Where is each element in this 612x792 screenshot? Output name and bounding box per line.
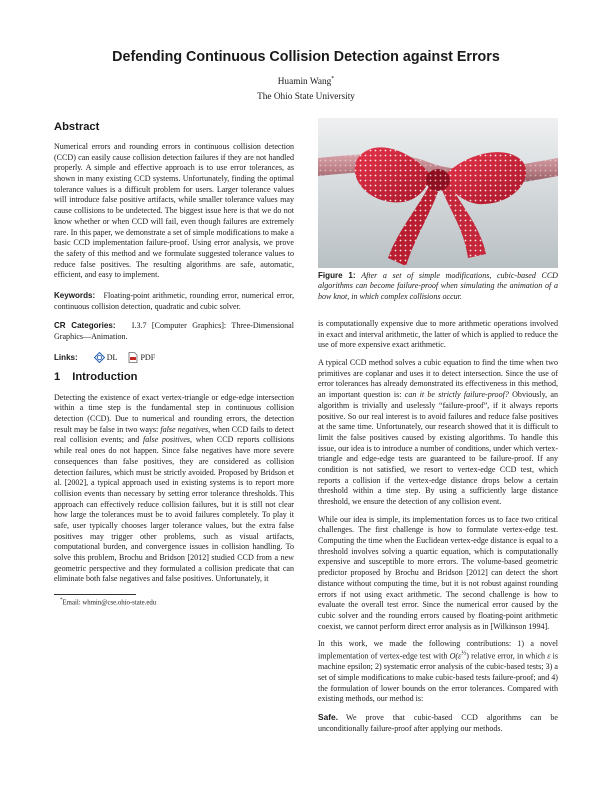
intro-heading-text: Introduction: [72, 370, 138, 383]
figure-caption-text: After a set of simple modifications, cubic-based CCD algorithms can become failure-proof when simulating the animation of a bow knot, in which complex collisions occur.: [318, 271, 558, 301]
intro-section-number: 1: [54, 370, 61, 383]
right-paragraph-2: [318, 358, 558, 508]
p2-text-a: A typical CCD method solves a cubic equation to find the time when two primitives are coplanar and uses it to detect intersection. Since the use of error tolerances has already demonstrated its effectiveness in this method, an important question is:: [318, 358, 558, 400]
bow-knot-image: [318, 118, 558, 268]
p4-text-a: In this work, we made the following contributions: 1) a novel implementation of vertex-edge test with: [318, 639, 558, 661]
pdf-icon: [128, 352, 138, 363]
p4-big-o: O(ε: [449, 651, 462, 661]
p2-question: can it be strictly failure-proof?: [404, 390, 509, 400]
p4-text-b: relative error, in which: [468, 651, 548, 661]
p4-big-o-close: ): [466, 651, 469, 661]
keywords-label: Keywords:: [54, 290, 96, 300]
safe-paragraph: [318, 712, 558, 734]
author-footnote-mark: *: [331, 76, 335, 82]
intro-text-c: , when CCD reports collisions while real ones do not happen. Since false negatives have more severe consequences than false positives, they are considered as collision detection failures, which must be strictly avoided. Proposed by Bridson et al. [2002], a typical approach used in existing systems is to report more collision events than necessary by setting error tolerance thresholds. This approach can effectively reduce collision failures, but it is still not clear how large the tolerances must be to avoid failures completely. To play it safe, user typically chooses larger tolerance values, but the extra false positives may trigger other problems, such as visual artifacts, computational burden, and convergence issues in collision handling. To solve this problem, Brochu and Bridson [2012] studied CCD from a new geometric perspective and they formulated a collision predicate that can eliminate both false negatives and false positives. Unfortunately, it: [54, 435, 295, 584]
footnote-mark: *: [60, 598, 63, 604]
safe-text: We prove that cubic-based CCD algorithms can be unconditionally failure-proof after applying our methods.: [318, 713, 558, 733]
abstract-body: Numerical errors and rounding errors in continuous collision detection (CCD) can easily cause collision detection failures if they are not handled properly. A simple and effective approach is to use error tolerances, as shown in many existing CCD systems. Unfortunately, finding the optimal tolerance values is a difficult problem for users. Larger tolerance values will introduce false positive artifacts, while smaller tolerance values may cause collisions to be undetected. The biggest issue here is that we do not know whether or when CCD will fail, even though failures are extremely rare. In this paper, we demonstrate a set of simple modifications to make a basic CCD implementation failure-proof. Using error analysis, we prove the safety of this method and we formulate suggested tolerance values to reduce false positives. The resulting algorithms are safe, automatic, efficient, and easy to implement.: [54, 142, 294, 280]
p4-epsilon: ε: [547, 651, 551, 661]
pdf-link[interactable]: [128, 352, 155, 363]
cr-categories: [54, 321, 294, 342]
keywords: [54, 291, 294, 312]
cr-categories-text: I.3.7 [Computer Graphics]: Three-Dimensional Graphics—Animation.: [54, 321, 294, 341]
links-label: Links:: [54, 352, 78, 362]
safe-heading: Safe.: [318, 712, 339, 723]
figure-label: Figure 1:: [318, 271, 356, 280]
figure-caption: [318, 271, 558, 302]
intro-text-b: , when CCD fails to detect real collision events; and: [54, 424, 294, 445]
affiliation: The Ohio State University: [257, 92, 355, 102]
footnote: [54, 598, 294, 606]
intro-term-false-negatives: false negatives: [160, 424, 209, 434]
dl-link-label: DL: [106, 352, 118, 362]
author-name: Huamin Wang: [277, 77, 332, 88]
right-column: [318, 319, 558, 741]
figure-bow-knot: [318, 118, 558, 268]
right-paragraph-3: While our idea is simple, its implementation forces us to face two critical challenges. The first challenge is how to formulate vertex-edge test. Computing the time when the Euclidean vertex-edge distance is equal to a threshold involves solving a quartic equation, which is computationally expensive and susceptible to more errors. The volume-based geometric predictor proposed by Brochu and Bridson [2012] can detect the short distance without computing the time, but it is not robust against rounding errors if not using exact arithmetic. The second challenge is how to evaluate the overall test error. Since the numerical error caused by the cubic solver and the rounding errors caused by floating-point arithmetic coexist, we cannot perform direct error analysis as in [Wilkinson 1994].: [318, 514, 558, 631]
keywords-text: Floating-point arithmetic, rounding error, numerical error, continuous collision detection, quadratic and cubic solver.: [54, 290, 294, 311]
p4-exponent: ½: [461, 649, 467, 657]
right-paragraph-1: is computationally expensive due to more arithmetic operations involved in exact and interval arithmetic, the latter of which is applied to reduce the use of more expensive exact arithmetic.: [318, 319, 558, 350]
abstract-heading: Abstract: [54, 121, 100, 133]
cr-categories-label: CR Categories:: [54, 321, 116, 331]
paper-title: Defending Continuous Collision Detection against Errors: [112, 49, 500, 65]
intro-text-a: Detecting the existence of exact vertex-triangle or edge-edge intersection within a time step is the fundamental step in continuous collision detection (CCD). Due to numerical and rounding errors, the detection result may be false in two ways:: [54, 392, 294, 434]
acm-dl-icon: [94, 352, 105, 363]
intro-paragraph: [54, 393, 294, 585]
left-column: [54, 118, 294, 606]
author-line: [0, 76, 612, 87]
p2-text-b: Obviously, an algorithm is trivially and uselessly “failure-proof”, if it always reports positive. So our real interest is to avoid failures and reduce false positives at the same time. Unfortunately, our research showed that it is difficult to limit the false positives caused by existing algorithms. To handle this issue, our idea is to introduce a number of conditions, under which vertex-triangle and edge-edge tests are guaranteed to be failure-proof. If any condition is not satisfied, we resort to vertex-edge CCD test, which reports a collision if the vertex-edge distance drops below a certain threshold within a time step. By using a sufficiently large distance threshold, we ensure the detection of any collision event.: [318, 390, 558, 506]
right-paragraph-4: [318, 639, 558, 705]
dl-link[interactable]: [94, 352, 118, 363]
pdf-link-label: PDF: [140, 352, 156, 362]
intro-term-false-positives: false positives: [142, 435, 191, 445]
intro-heading: [54, 371, 294, 383]
footnote-text: Email: whmin@cse.ohio-state.edu: [62, 599, 157, 607]
footnote-rule: [54, 594, 136, 595]
p4-text-c: is machine epsilon; 2) systematic error analysis of the cubic-based tests; 3) a set of simple modifications to make cubic-based tests failure-proof; and 4) the formulation of lower bounds on the error tolerances. Compared with existing methods, our method is:: [318, 651, 558, 704]
links-row: [54, 352, 294, 363]
